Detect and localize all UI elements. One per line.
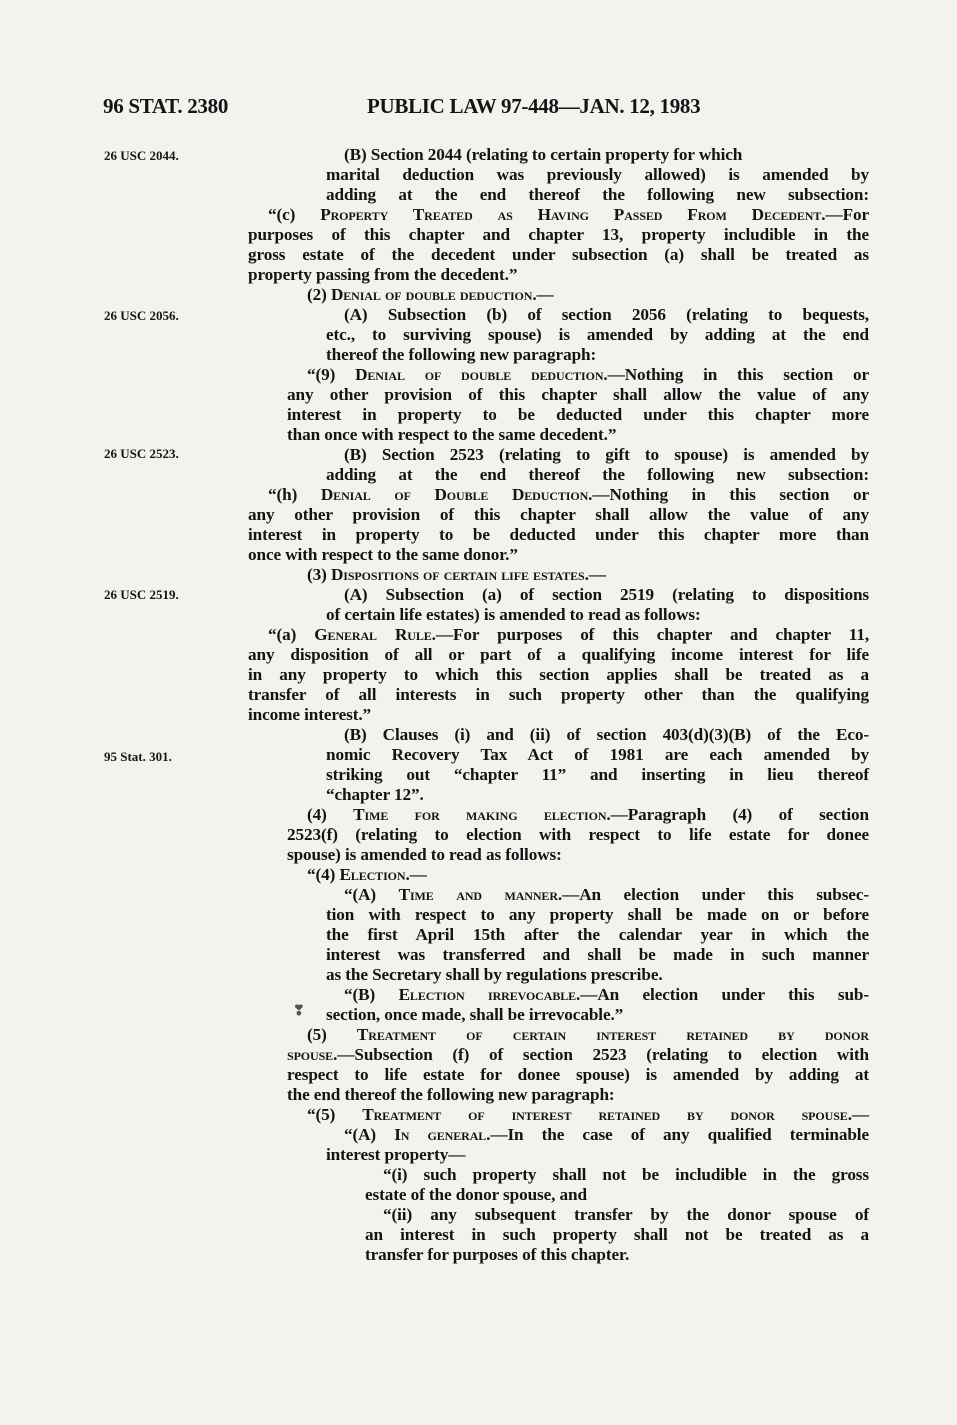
text-line: any other provision of this chapter shall allow the value of any — [248, 505, 869, 524]
margin-mark-icon: ❣ — [293, 1004, 305, 1019]
heading-text: Election — [339, 865, 406, 884]
text-line: (A) Subsection (a) of section 2519 (relating to dispositions — [344, 585, 869, 604]
text-line: etc., to surviving spouse) is amended by adding at the end — [326, 325, 869, 344]
text-line: “(h) Denial of Double Deduction.—Nothing in this section or — [268, 485, 869, 504]
text-line: of certain life estates) is amended to read as follows: — [326, 605, 701, 624]
text-line: “(4) Election.— — [307, 865, 427, 884]
text-line: transfer of all interests in such property other than the qualifying — [248, 685, 869, 704]
text-line: (B) Clauses (i) and (ii) of section 403(d)(3)(B) of the Eco- — [344, 725, 869, 744]
text-line: any other provision of this chapter shall allow the value of any — [287, 385, 869, 404]
text-line: “chapter 12”. — [326, 785, 424, 804]
text-line: thereof the following new paragraph: — [326, 345, 597, 364]
text-line: in any property to which this section applies shall be treated as a — [248, 665, 869, 684]
text-line: nomic Recovery Tax Act of 1981 are each amended by — [326, 745, 869, 764]
text-line: marital deduction was previously allowed) is amended by — [326, 165, 869, 184]
text-line: the first April 15th after the calendar year in which the — [326, 925, 869, 944]
text-line: interest was transferred and shall be made in such manner — [326, 945, 869, 964]
heading-text: Election irrevocable — [398, 985, 577, 1004]
text-line: spouse.—Subsection (f) of section 2523 (relating to election with — [287, 1045, 869, 1064]
text-line: “(a) General Rule.—For purposes of this chapter and chapter 11, — [268, 625, 870, 644]
text-line: tion with respect to any property shall be made on or before — [326, 905, 869, 924]
text-line: transfer for purposes of this chapter. — [365, 1245, 630, 1264]
text-line: striking out “chapter 11” and inserting in lieu thereof — [326, 765, 869, 784]
text-line: estate of the donor spouse, and — [365, 1185, 587, 1204]
text-line: “(ii) any subsequent transfer by the donor spouse of — [383, 1205, 869, 1224]
text-line: purposes of this chapter and chapter 13, property includible in the — [248, 225, 869, 244]
margin-note-usc-2056: 26 USC 2056. — [104, 308, 179, 323]
heading-text: Time and manner — [398, 885, 558, 904]
text-line: “(B) Election irrevocable.—An election under this sub- — [344, 985, 869, 1004]
text-line: respect to life estate for donee spouse) is amended by adding at — [287, 1065, 869, 1084]
heading-text: Denial of double deduction — [355, 365, 604, 384]
heading-text: Treatment of certain interest retained by donor — [356, 1025, 869, 1044]
text-line: section, once made, shall be irrevocable.” — [326, 1005, 624, 1024]
text-line: 2523(f) (relating to election with respect to life estate for donee — [287, 825, 869, 844]
text-line: interest in property to be deducted under this chapter more than — [248, 525, 869, 544]
heading-text: General Rule — [314, 625, 432, 644]
text-line: “(A) In general.—In the case of any qualified terminable — [344, 1125, 869, 1144]
text-line: as the Secretary shall by regulations prescribe. — [326, 965, 663, 984]
text-line: (4) Time for making election.—Paragraph (4) of section — [307, 805, 869, 824]
margin-note-usc-2044: 26 USC 2044. — [104, 148, 179, 163]
heading-text: Denial of Double Deduction — [320, 485, 589, 504]
text-line: “(A) Time and manner.—An election under this subsec- — [344, 885, 869, 904]
text-line: interest in property to be deducted under this chapter more — [287, 405, 869, 424]
text-line: “(5) Treatment of interest retained by donor spouse.— — [307, 1105, 869, 1124]
text-line: (B) Section 2523 (relating to gift to spouse) is amended by — [344, 445, 869, 464]
text-line: adding at the end thereof the following new subsection: — [326, 465, 869, 484]
text-line: than once with respect to the same decedent.” — [287, 425, 617, 444]
page-citation: 96 STAT. 2380 — [103, 94, 229, 118]
text-line: interest property— — [326, 1145, 466, 1164]
text-line: adding at the end thereof the following new subsection: — [326, 185, 869, 204]
text-line: income interest.” — [248, 705, 372, 724]
text-line: (5) Treatment of certain interest retained by donor — [307, 1025, 869, 1044]
text-line: spouse) is amended to read as follows: — [287, 845, 562, 864]
heading-text: Time for making election — [353, 805, 607, 824]
heading-text: Dispositions of certain life estates — [330, 565, 585, 584]
heading-text: In general — [394, 1125, 487, 1144]
text-line: an interest in such property shall not be treated as a — [365, 1225, 869, 1244]
text-line: (A) Subsection (b) of section 2056 (relating to bequests, — [344, 305, 869, 324]
text-line: the end thereof the following new paragraph: — [287, 1085, 615, 1104]
text-line: “(c) Property Treated as Having Passed From Decedent.—For — [268, 205, 869, 224]
text-line: “(9) Denial of double deduction.—Nothing in this section or — [307, 365, 869, 384]
text-line: (3) Dispositions of certain life estates.— — [307, 565, 606, 584]
text-line: once with respect to the same donor.” — [248, 545, 518, 564]
heading-text: Treatment of interest retained by donor spouse — [362, 1105, 848, 1124]
running-head: PUBLIC LAW 97-448—JAN. 12, 1983 — [367, 94, 701, 118]
heading-text: Denial of double deduction — [330, 285, 533, 304]
text-line: gross estate of the decedent under subsection (a) shall be treated as — [248, 245, 869, 264]
text-line: (B) Section 2044 (relating to certain property for which — [344, 145, 743, 164]
text-line: any disposition of all or part of a qualifying income interest for life — [248, 645, 869, 664]
heading-text: spouse — [287, 1045, 334, 1064]
margin-note-usc-2523: 26 USC 2523. — [104, 446, 179, 461]
text-line: property passing from the decedent.” — [248, 265, 518, 284]
text-line: (2) Denial of double deduction.— — [307, 285, 554, 304]
text-line: “(i) such property shall not be includible in the gross — [383, 1165, 869, 1184]
margin-note-stat-301: 95 Stat. 301. — [104, 749, 172, 764]
heading-text: Property Treated as Having Passed From Decedent — [320, 205, 822, 224]
margin-note-usc-2519: 26 USC 2519. — [104, 587, 179, 602]
